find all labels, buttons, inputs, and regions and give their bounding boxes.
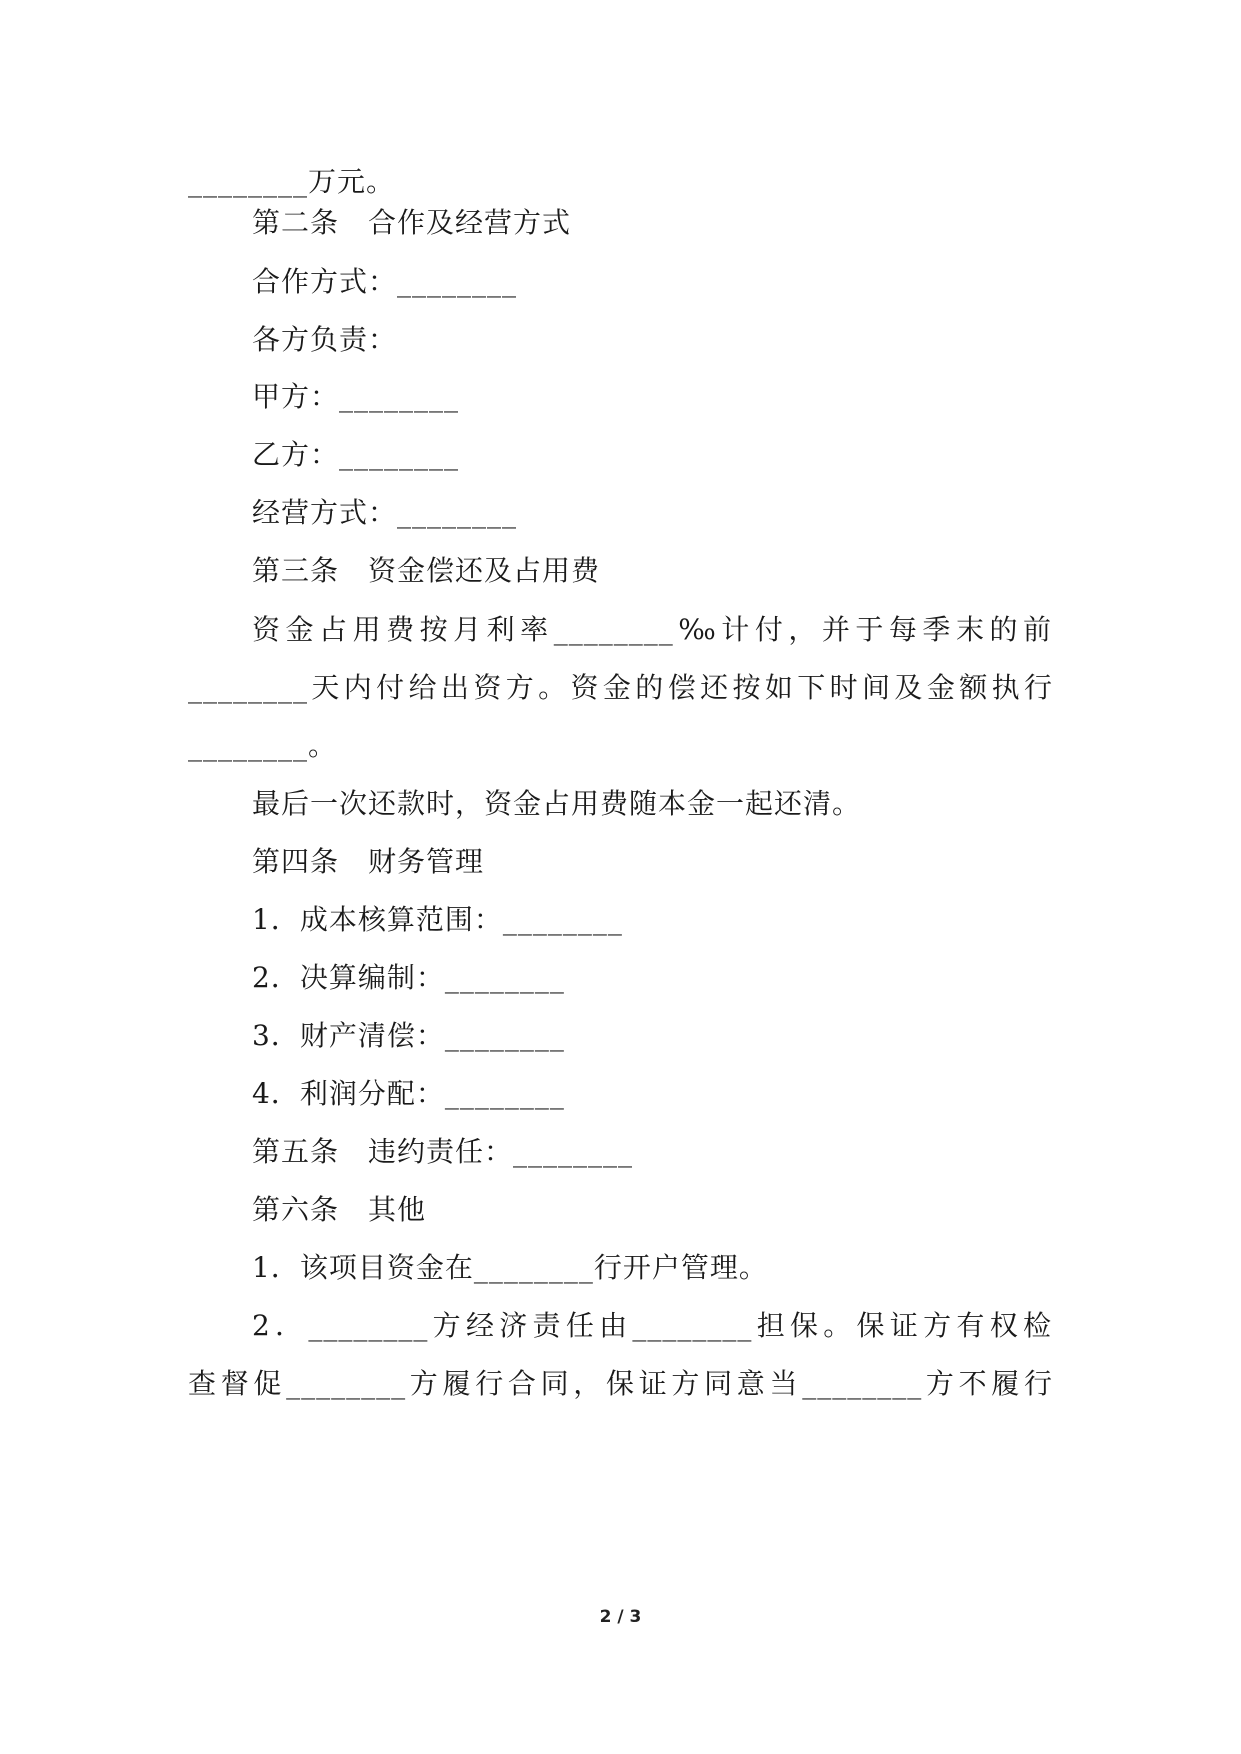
article-heading: 第五条 违约责任：________ <box>252 1135 634 1168</box>
article-heading: 第三条 资金偿还及占用费 <box>252 554 601 587</box>
text-line: 甲方：________ <box>252 380 460 413</box>
list-item: 4．利润分配：________ <box>252 1077 565 1110</box>
text-line: 合作方式：________ <box>252 265 518 298</box>
article-heading: 第二条 合作及经营方式 <box>252 206 572 239</box>
list-item: 2．________方经济责任由________担保。保证方有权检 <box>252 1309 1052 1342</box>
article-heading: 第六条 其他 <box>252 1193 427 1226</box>
list-item: 1．该项目资金在________行开户管理。 <box>252 1251 768 1284</box>
page-number: 2 / 3 <box>599 1607 642 1627</box>
list-item: 3．财产清偿：________ <box>252 1019 565 1052</box>
text-line: 资金占用费按月利率________‰计付，并于每季末的前 <box>252 613 1052 646</box>
text-line: 查督促________方履行合同，保证方同意当________方不履行 <box>188 1367 1053 1400</box>
list-item: 2．决算编制：________ <box>252 961 565 994</box>
text-line: 各方负责： <box>252 323 398 356</box>
text-line: 经营方式：________ <box>252 496 518 529</box>
article-heading: 第四条 财务管理 <box>252 845 485 878</box>
list-item: 1．成本核算范围：________ <box>252 903 623 936</box>
text-line: ________万元。 <box>188 165 396 198</box>
text-line: ________。 <box>188 729 338 762</box>
text-line: ________天内付给出资方。资金的偿还按如下时间及金额执行 <box>188 671 1053 704</box>
text-line: 乙方：________ <box>252 438 460 471</box>
text-line: 最后一次还款时，资金占用费随本金一起还清。 <box>252 787 862 820</box>
